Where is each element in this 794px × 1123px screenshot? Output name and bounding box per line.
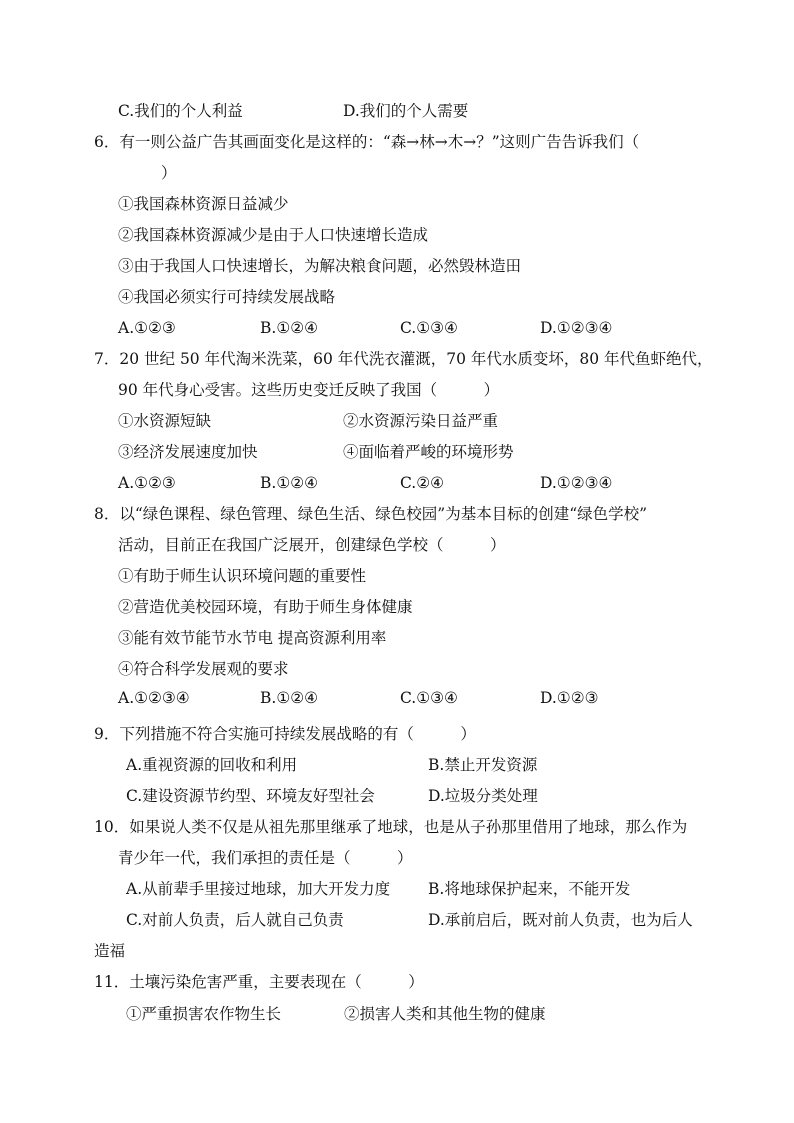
- q8-item-4: ④符合科学发展观的要求: [118, 660, 289, 678]
- q6-option-c: C.①③④: [400, 319, 458, 337]
- q8-stem-line2: 活动，目前正在我国广泛展开，创建绿色学校（ ）: [118, 536, 506, 554]
- q7-stem-line1: 7．20 世纪 50 年代淘米洗菜，60 年代洗衣灌溉，70 年代水质变坏，80 年代鱼虾绝代，: [94, 350, 713, 368]
- q7-item-3: ③经济发展速度加快: [118, 443, 258, 461]
- q11-stem: 11．土壤污染危害严重，主要表现在（ ）: [94, 973, 424, 991]
- q8-item-2: ②营造优美校园环境，有助于师生身体健康: [118, 598, 413, 616]
- q8-option-b: B.①②④: [260, 689, 319, 707]
- q5-option-c: C.我们的个人利益: [118, 102, 243, 120]
- q9-option-b: B.禁止开发资源: [428, 756, 538, 774]
- q10-option-d-wrap: 造福: [94, 942, 126, 960]
- q11-item-2: ②损害人类和其他生物的健康: [344, 1005, 546, 1023]
- q8-item-3: ③能有效节能节水节电 提高资源利用率: [118, 629, 387, 647]
- q7-option-c: C.②④: [400, 474, 445, 492]
- q9-option-d: D.垃圾分类处理: [428, 787, 538, 805]
- q6-stem-line1: 6．有一则公益广告其画面变化是这样的：“森→林→木→？”这则广告告诉我们（: [94, 133, 640, 151]
- q8-stem-line1: 8．以“绿色课程、绿色管理、绿色生活、绿色校园”为基本目标的创建“绿色学校”: [94, 505, 648, 523]
- q7-stem-line2: 90 年代身心受害。这些历史变迁反映了我国（ ）: [118, 381, 500, 399]
- q7-option-b: B.①②④: [260, 474, 319, 492]
- q10-stem-line2: 青少年一代，我们承担的责任是（ ）: [118, 849, 413, 867]
- q6-option-a: A.①②③: [118, 319, 176, 337]
- q7-option-a: A.①②③: [118, 474, 176, 492]
- q5-option-d: D.我们的个人需要: [343, 102, 469, 120]
- q9-option-a: A.重视资源的回收和利用: [126, 756, 298, 774]
- q6-option-d: D.①②③④: [540, 319, 613, 337]
- q7-item-1: ①水资源短缺: [118, 412, 212, 430]
- q6-item-1: ①我国森林资源日益减少: [118, 195, 289, 213]
- q8-option-d: D.①②③: [540, 689, 599, 707]
- q10-option-b: B.将地球保护起来，不能开发: [428, 880, 631, 898]
- q11-item-1: ①严重损害农作物生长: [126, 1005, 282, 1023]
- q7-item-4: ④面临着严峻的环境形势: [343, 443, 514, 461]
- q7-item-2: ②水资源污染日益严重: [343, 412, 499, 430]
- q8-item-1: ①有助于师生认识环境问题的重要性: [118, 567, 367, 585]
- q6-item-4: ④我国必须实行可持续发展战略: [118, 288, 336, 306]
- q7-option-d: D.①②③④: [540, 474, 613, 492]
- q10-option-a: A.从前辈手里接过地球，加大开发力度: [126, 880, 391, 898]
- q6-item-3: ③由于我国人口快速增长，为解决粮食问题，必然毁林造田: [118, 257, 522, 275]
- q10-option-d: D.承前启后，既对前人负责，也为后人: [428, 911, 693, 929]
- q6-item-2: ②我国森林资源减少是由于人口快速增长造成: [118, 226, 429, 244]
- q6-option-b: B.①②④: [260, 319, 319, 337]
- q6-stem-line2: ）: [161, 164, 177, 182]
- q9-stem: 9．下列措施不符合实施可持续发展战略的有（ ）: [94, 725, 476, 743]
- q8-option-c: C.①③④: [400, 689, 458, 707]
- q9-option-c: C.建设资源节约型、环境友好型社会: [126, 787, 375, 805]
- q8-option-a: A.①②③④: [118, 689, 190, 707]
- q10-stem-line1: 10．如果说人类不仅是从祖先那里继承了地球，也是从子孙那里借用了地球，那么作为: [94, 818, 688, 836]
- q10-option-c: C.对前人负责，后人就自己负责: [126, 911, 344, 929]
